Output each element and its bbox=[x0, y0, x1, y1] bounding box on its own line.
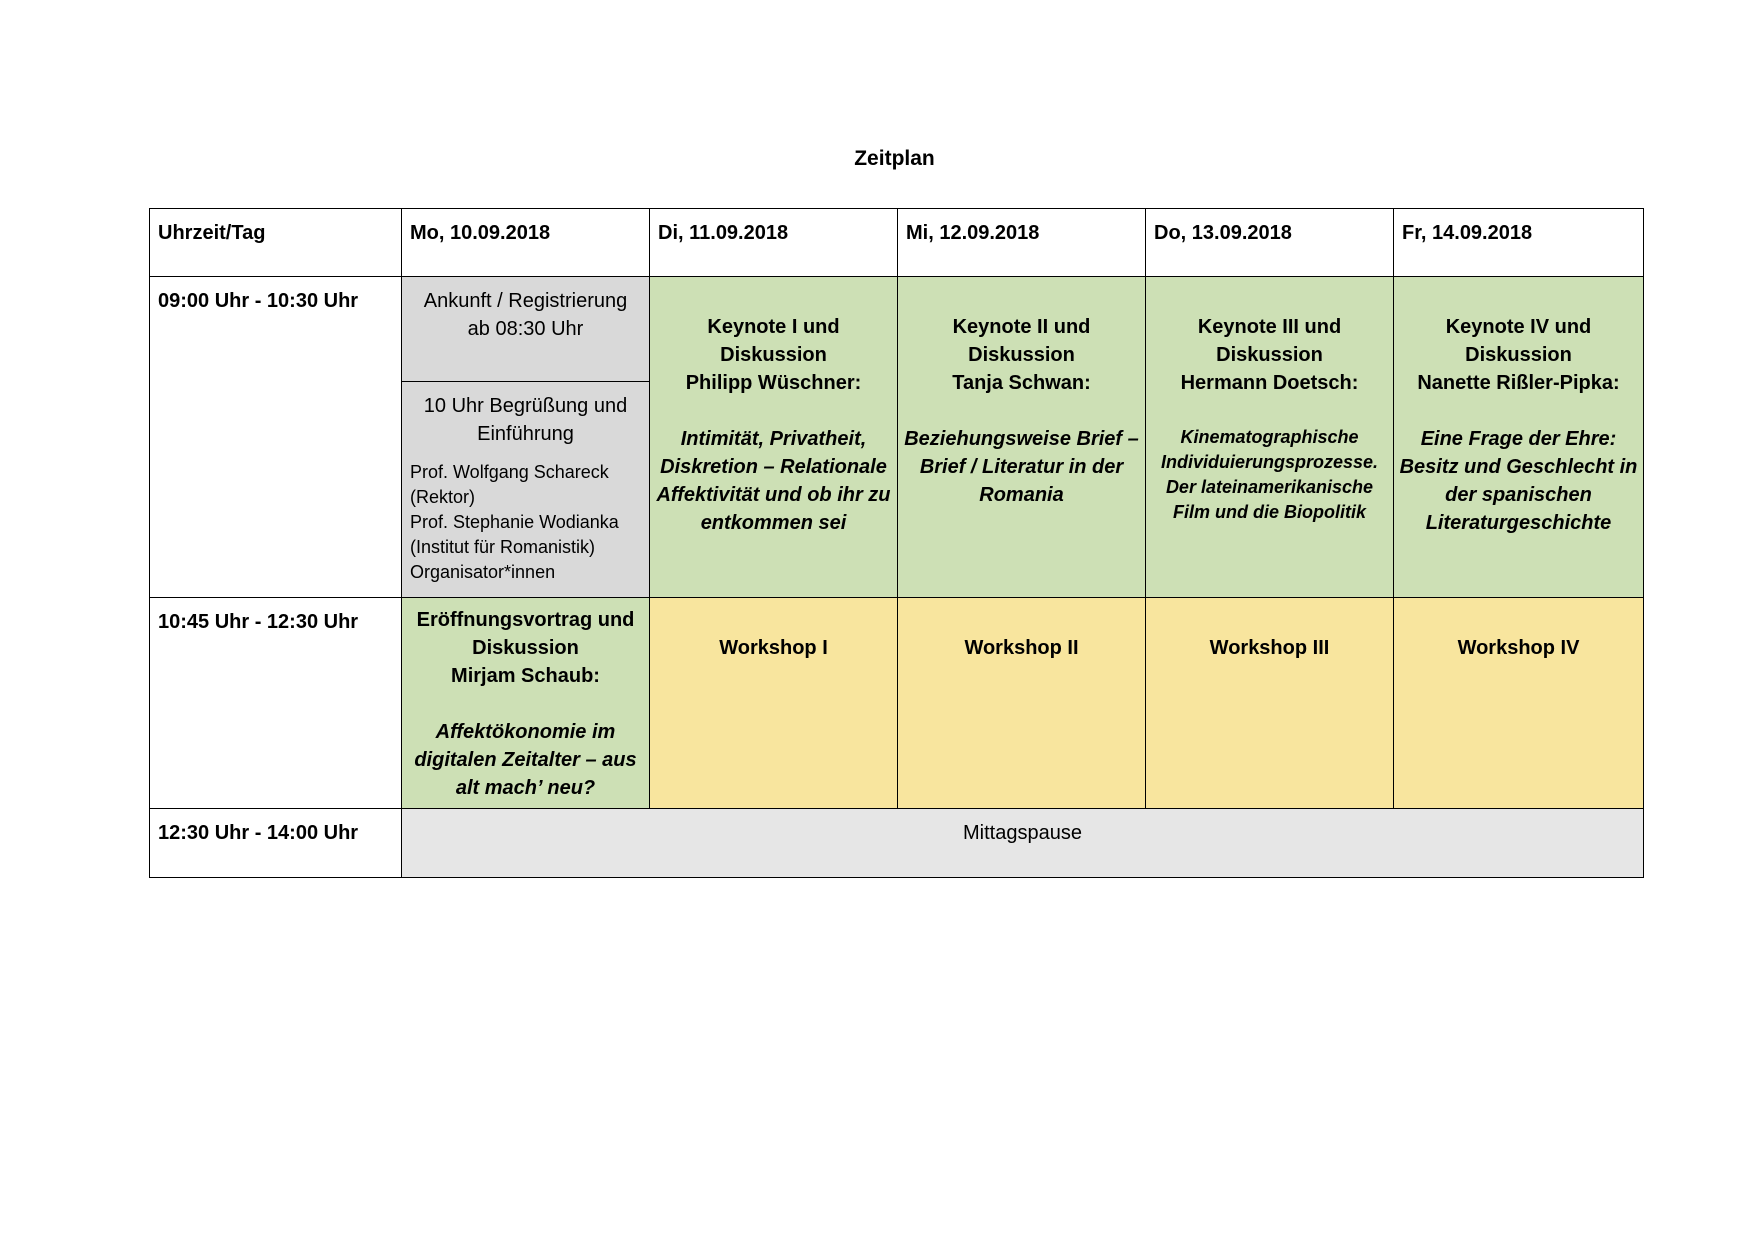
keynote-cell-3: Keynote III und Diskussion Hermann Doetsch: Kinematographische Individuierungsprozesse. Der lateinamerikanische Film und die Biopolitik bbox=[1146, 277, 1394, 598]
opening-lecture-cell: Eröffnungsvortrag und Diskussion Mirjam Schaub: Affektökonomie im digitalen Zeitalter – aus alt mach’ neu? bbox=[402, 598, 650, 809]
workshop-cell-1: Workshop I bbox=[650, 598, 898, 809]
slot-row-2 bbox=[150, 598, 1644, 809]
slot2-time-cell: 10:45 Uhr - 12:30 Uhr bbox=[150, 598, 402, 809]
keynote-title: Intimität, Privatheit, Diskretion – Relationale Affektivität und ob ihr zu entkommen sei bbox=[656, 428, 891, 534]
keynote-title: Beziehungsweise Brief – Brief / Literatur in der Romania bbox=[904, 428, 1139, 506]
header-day-monday: Mo, 10.09.2018 bbox=[402, 209, 650, 277]
keynote-title: Eine Frage der Ehre: Besitz und Geschlecht in der spanischen Literaturgeschichte bbox=[1399, 428, 1638, 534]
header-time-cell: Uhrzeit/Tag bbox=[150, 209, 402, 277]
slot-row-1 bbox=[150, 277, 1644, 598]
arrival-block: Ankunft / Registrierung ab 08:30 Uhr bbox=[402, 277, 649, 382]
header-day-friday: Fr, 14.09.2018 bbox=[1394, 209, 1644, 277]
keynote-cell-2: Keynote II und Diskussion Tanja Schwan: Beziehungsweise Brief – Brief / Literatur in der Romania bbox=[898, 277, 1146, 598]
slot-row-3 bbox=[150, 809, 1644, 878]
monday-slot1-cell bbox=[402, 277, 650, 598]
slot1-time-cell: 09:00 Uhr - 10:30 Uhr bbox=[150, 277, 402, 598]
page-title: Zeitplan bbox=[854, 147, 935, 170]
header-day-tuesday: Di, 11.09.2018 bbox=[650, 209, 898, 277]
header-day-thursday: Do, 13.09.2018 bbox=[1146, 209, 1394, 277]
workshop-cell-3: Workshop III bbox=[1146, 598, 1394, 809]
keynote-cell-4: Keynote IV und Diskussion Nanette Rißler-Pipka: Eine Frage der Ehre: Besitz und Geschlecht in der spanischen Literaturgeschichte bbox=[1394, 277, 1644, 598]
header-row bbox=[150, 209, 1644, 277]
keynote-cell-1: Keynote I und Diskussion Philipp Wüschner: Intimität, Privatheit, Diskretion – Relationale Affektivität und ob ihr zu entkommen sei bbox=[650, 277, 898, 598]
welcome-speakers: Prof. Wolfgang Schareck (Rektor) Prof. Stephanie Wodianka (Institut für Romanistik) Organisator*innen bbox=[410, 462, 619, 582]
lunch-break-cell: Mittagspause bbox=[402, 809, 1644, 878]
workshop-cell-2: Workshop II bbox=[898, 598, 1146, 809]
schedule-table bbox=[149, 208, 1644, 878]
workshop-cell-4: Workshop IV bbox=[1394, 598, 1644, 809]
header-day-wednesday: Mi, 12.09.2018 bbox=[898, 209, 1146, 277]
keynote-title: Kinematographische Individuierungsprozesse. Der lateinamerikanische Film und die Biopolitik bbox=[1160, 427, 1379, 522]
slot3-time-cell: 12:30 Uhr - 14:00 Uhr bbox=[150, 809, 402, 878]
opening-lecture-title: Affektökonomie im digitalen Zeitalter – aus alt mach’ neu? bbox=[414, 721, 637, 799]
welcome-block: 10 Uhr Begrüßung und Einführung Prof. Wolfgang Schareck (Rektor) Prof. Stephanie Wodianka (Institut für Romanistik) Organisator*innen bbox=[402, 382, 649, 585]
